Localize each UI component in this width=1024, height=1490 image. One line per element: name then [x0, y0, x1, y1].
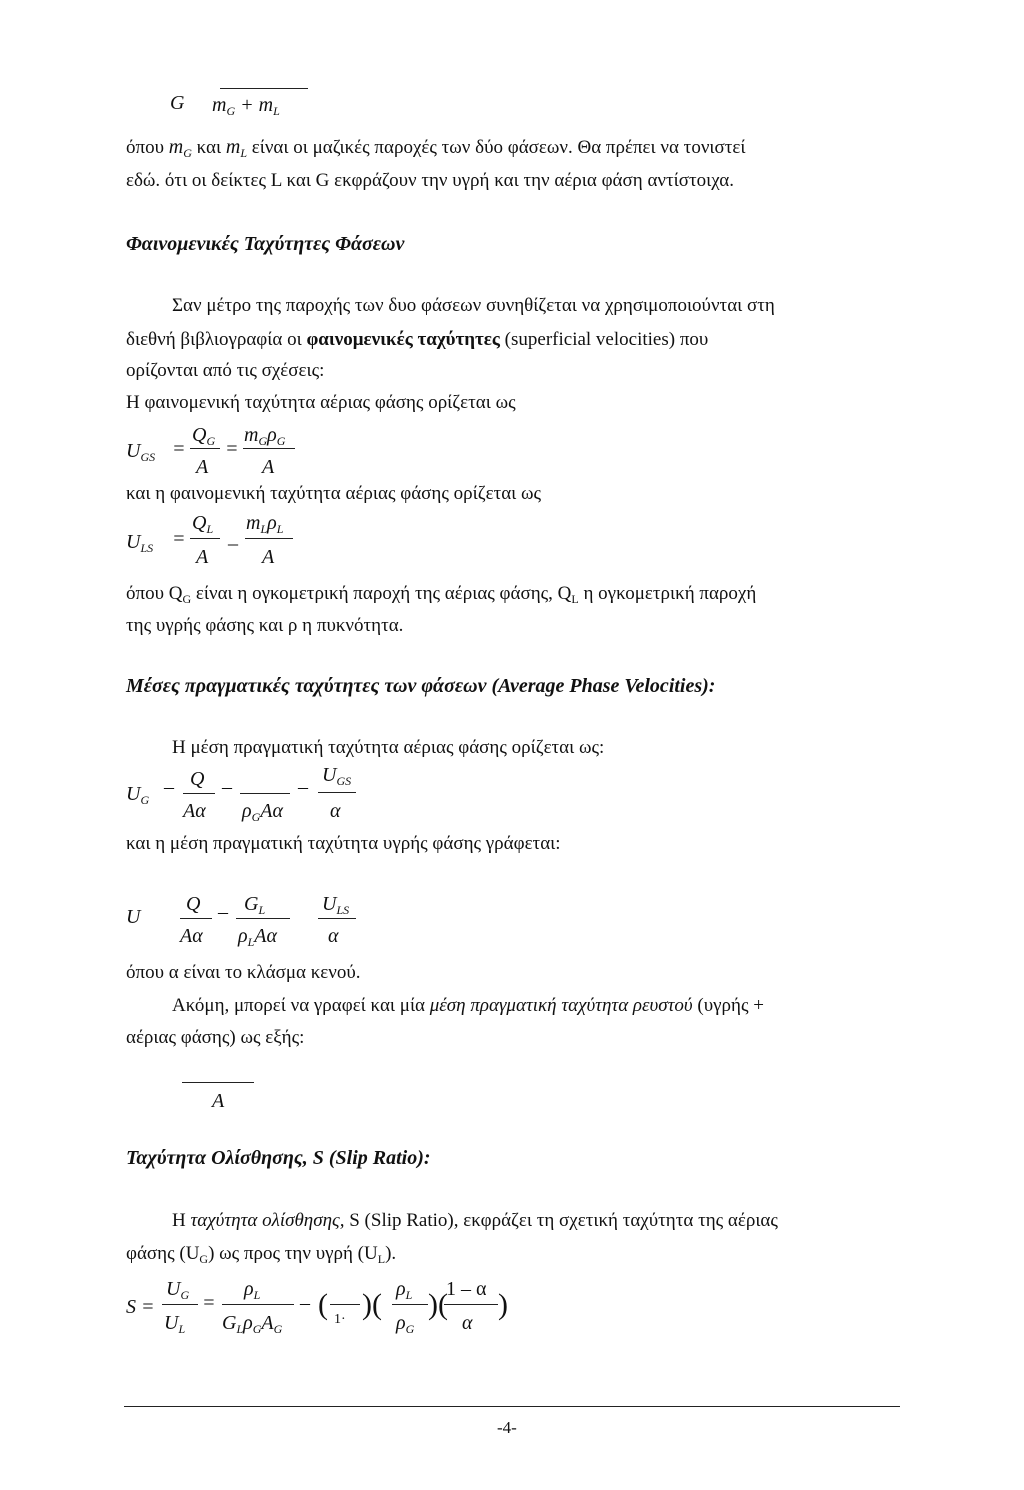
section2-line4: Ακόμη, μπορεί να γραφεί και μία μέση πραγματική ταχύτητα ρευστού (υγρής +	[172, 995, 764, 1016]
section1-line6: όπου $Q_G$ είναι η ογκομετρική παροχή της αέριας φάσης, $Q_L$ η ογκομετρική παροχή	[126, 583, 757, 606]
eq5-denominator: A	[212, 1090, 225, 1112]
section1-line2: διεθνή βιβλιογραφία οι φαινομενικές ταχύτητες (superficial velocities) που	[126, 329, 709, 350]
footer-rule	[124, 1406, 900, 1407]
section1-line5: και η φαινομενική ταχύτητα αέριας φάσης ορίζεται ως	[126, 483, 542, 504]
section1-heading: Φαινομενικές Ταχύτητες Φάσεων	[126, 233, 405, 255]
section3-line2: φάσης $(U_G)$ ως προς την υγρή $(U_L)$.	[126, 1243, 397, 1266]
section2-line5: αέριας φάσης) ως εξής:	[126, 1027, 305, 1048]
section2-line3: όπου α είναι το κλάσμα κενού.	[126, 962, 361, 983]
fraction-line	[220, 88, 308, 89]
section2-line1: Η μέση πραγματική ταχύτητα αέριας φάσης ορίζεται ως:	[172, 737, 605, 758]
fraction-line	[182, 1082, 254, 1083]
section1-line1: Σαν μέτρο της παροχής των δυο φάσεων συνηθίζεται να χρησιμοποιούνται στη	[172, 295, 775, 316]
formula-denominator: $m_G + m_L$	[212, 94, 280, 118]
section3-heading: Ταχύτητα Ολίσθησης, S (Slip Ratio):	[126, 1147, 431, 1169]
page-number: -4-	[497, 1418, 517, 1437]
section3-line1: Η ταχύτητα ολίσθησης, S (Slip Ratio), εκφράζει τη σχετική ταχύτητα της αέριας	[172, 1210, 778, 1231]
para1-line1: όπου $m_G$ και $m_L$ είναι οι μαζικές παροχές των δύο φάσεων. Θα πρέπει να τονιστεί	[126, 136, 746, 160]
section2-line2: και η μέση πραγματική ταχύτητα υγρής φάσης γράφεται:	[126, 833, 561, 854]
formula-g-left: G	[170, 92, 185, 114]
document-page: G $m_G + m_L$ όπου $m_G$ και $m_L$ είναι οι μαζικές παροχές των δύο φάσεων. Θα πρέπει να τονιστεί εδώ. ότι οι δείκτες L και G εκφράζουν την υγρή και την αέρια φάση αντίστοιχα. Φαινομενικές Ταχύτητες Φάσεων Σαν μέτρο της παροχής των δυο φάσεων συνηθίζεται να χρησιμοποιούνται στη διεθνή βιβλιογραφία οι φαινομενικές ταχύτητες (superficial velocities) που ορίζονται από τις σχέσεις: Η φαινομενική ταχύτητα αέριας φάσης ορίζεται ως $U_{GS}$ = $Q_G$ A = $m_G\rho_G$ A και η φαινομενική ταχύτητα αέριας φάσης ορίζεται ως $U_{LS}$ = $Q_L$ A _ $m_L\rho_L$ A όπου $Q_G$ είναι η ογκομετρική παροχή της αέριας φάσης, $Q_L$ η ογκομετρική παροχή της υγρής φάσης και ρ η πυκνότητα. Μέσες πραγματικές ταχύτητες των φάσεων (Average Phase Velocities): Η μέση πραγματική ταχύτητα αέριας φάσης ορίζεται ως: $U_G$ – Q Aα – $\rho_GA\alpha$ – $U_{GS}$ α και η μέση πραγματική ταχύτητα υγρής φάσης γράφεται: U Q Aα – $G_L$ $\rho_LA\alpha$ $U_{LS}$ α όπου α είναι το κλάσμα κενού. Ακόμη, μπορεί να γραφεί και μία μέση πραγματική ταχύτητα ρευστού (υγρής + αέριας φάσης) ως εξής: A Ταχύτητα Ολίσθησης, S (Slip Ratio): Η ταχύτητα ολίσθησης, S (Slip Ratio), εκφράζει τη σχετική ταχύτητα της αέριας φάσης $(U_G)$ ως προς την υγρή $(U_L)$. S = $U_G$ $U_L$ = $\rho_L$ $G_L\rho_GA_G$ – ( 1· )( $\rho_L$ $\rho_G$ )( 1 – α α ) -4-	[0, 0, 1024, 1490]
section1-line3: ορίζονται από τις σχέσεις:	[126, 360, 325, 381]
section2-heading: Μέσες πραγματικές ταχύτητες των φάσεων (Average Phase Velocities):	[126, 675, 716, 697]
section1-line4: Η φαινομενική ταχύτητα αέριας φάσης ορίζεται ως	[126, 392, 516, 413]
section1-line7: της υγρής φάσης και ρ η πυκνότητα.	[126, 615, 404, 636]
para1-line2: εδώ. ότι οι δείκτες L και G εκφράζουν την υγρή και την αέρια φάση αντίστοιχα.	[126, 170, 734, 191]
